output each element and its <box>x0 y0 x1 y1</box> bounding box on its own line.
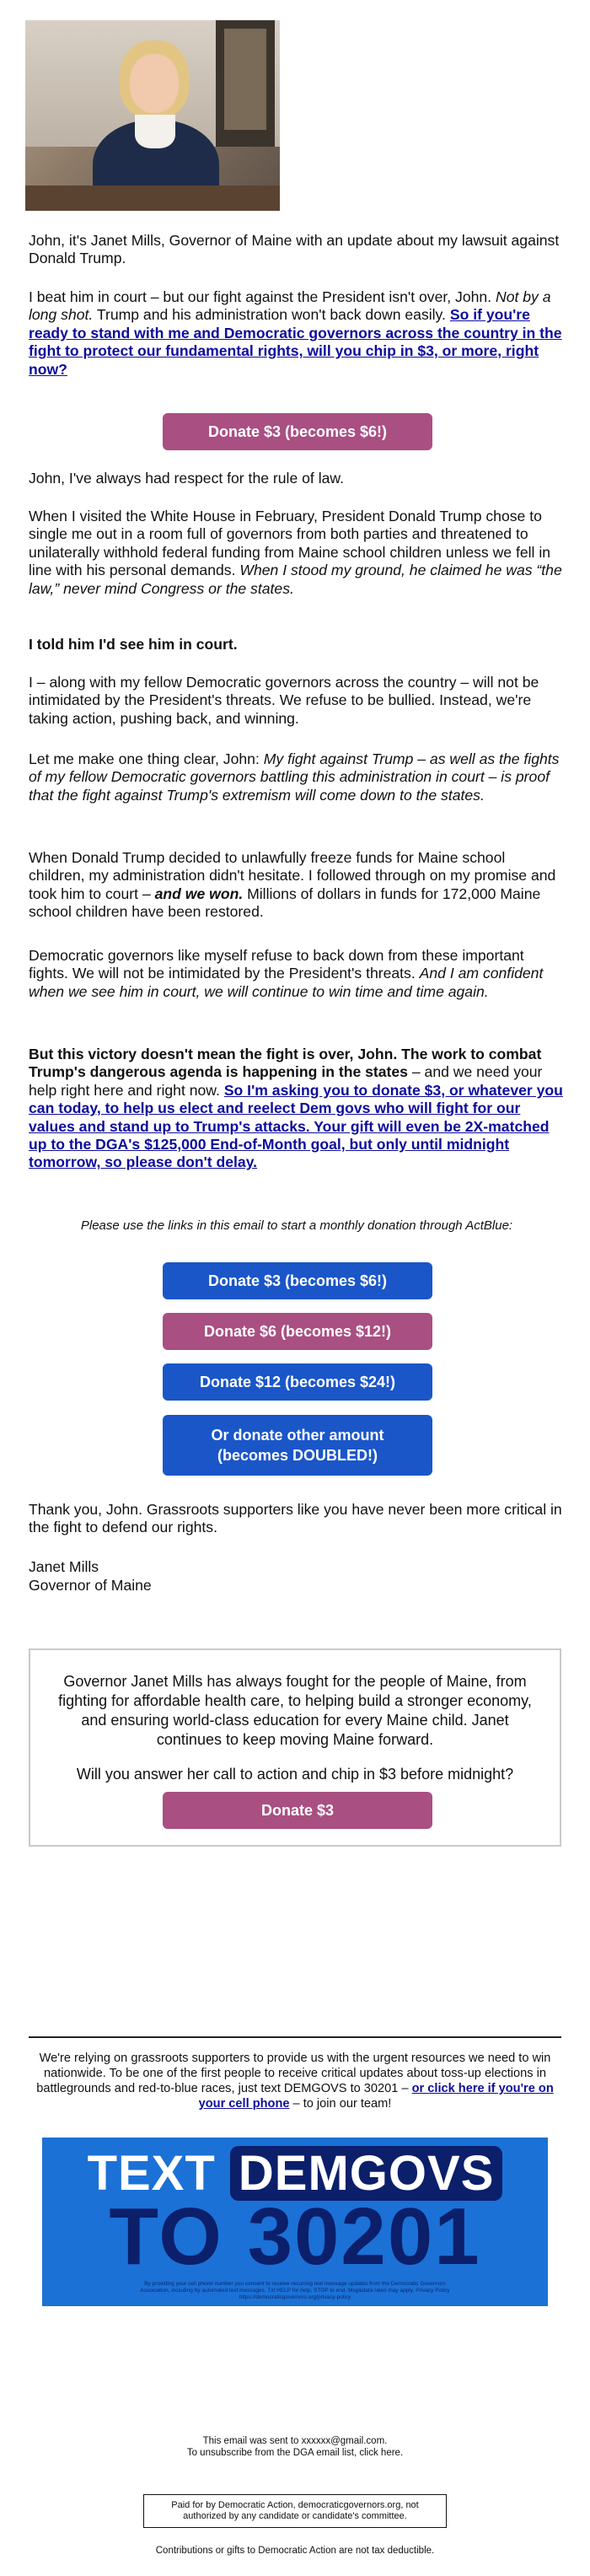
signature-name: Janet Mills <box>29 1558 99 1575</box>
governor-photo <box>25 20 280 211</box>
paragraph-victory: But this victory doesn't mean the fight is over, John. The work to combat Trump's dangerous agenda is happening in the states – and we need your help right here and right now. So I'm asking you to donate $3, or whatever you can today, to help us elect and reelect Dem govs who will fight for our values and stand up to Trump's attacks. Your gift will even be 2X-matched up to the DGA's $125,000 End-of-Month goal, but only until midnight tomorrow, so please don't delay. <box>29 1046 563 1171</box>
appeal-question: Will you answer her call to action and chip in $3 before midnight? <box>76 1766 514 1783</box>
thanks-paragraph: Thank you, John. Grassroots supporters like you have never been more critical in the fight to defend our rights. <box>29 1501 562 1536</box>
tax-deductible-note: Contributions or gifts to Democratic Action are not tax deductible. <box>155 2546 435 2556</box>
paragraph-one-thing-clear: Let me make one thing clear, John: My fight against Trump – as well as the fights of my fellow Democratic governors battling this administration in court – is proof that the fight against Trump's extremism will come down to the states. <box>29 750 560 804</box>
paragraph-rule-of-law: John, I've always had respect for the rule of law. <box>29 470 345 487</box>
sent-to-text: This email was sent to xxxxxx@gmail.com. <box>202 2436 388 2446</box>
paragraph-not-intimidated: I – along with my fellow Democratic governors across the country – will not be intimidated by the President's threats. We refuse to be bullied. Instead, we're taking action, pushing back, and winning. <box>29 674 539 727</box>
cell-phone-signup-link[interactable]: or click here if you're on your cell phone <box>198 2082 554 2111</box>
footer-text-optin: We're relying on grassroots supporters to provide us with the urgent resources we need to win nationwide. To be one of the first people to receive critical updates about toss-up elections in battlegrounds and red-to-blue races, just text DEMGOVS to 30201 – or click here if you're on your cell phone – to join our team! <box>36 2052 554 2111</box>
intro-paragraph: John, it's Janet Mills, Governor of Maine with an update about my lawsuit against Donald Trump. <box>29 232 560 267</box>
donate-3-box-button[interactable]: Donate $3 <box>163 1792 432 1829</box>
paragraph-refuse-to-back-down: Democratic governors like myself refuse to back down from these important fights. We will not be intimidated by the President's threats. And I am confident when we see him in court, we will continue to win time and time again. <box>29 947 544 1000</box>
appeal-box <box>29 1648 561 1847</box>
paragraph-white-house: When I visited the White House in February, President Donald Trump chose to single me out in a room full of governors from both parties and threatened to unilaterally withhold federal funding from Maine school children unless we fell in line with his personal demands. When I stood my ground, he claimed he was “the law,” never mind Congress or the states. <box>29 508 562 597</box>
banner-line-2: TO 30201 <box>109 2191 481 2282</box>
donate-6-button[interactable]: Donate $6 (becomes $12!) <box>163 1313 432 1350</box>
monthly-donation-note: Please use the links in this email to start a monthly donation through ActBlue: <box>80 1218 513 1233</box>
donate-other-amount-button[interactable]: Or donate other amount (becomes DOUBLED!) <box>163 1415 432 1476</box>
donate-3-button[interactable]: Donate $3 (becomes $6!) <box>163 1262 432 1299</box>
donate-12-button[interactable]: Donate $12 (becomes $24!) <box>163 1363 432 1401</box>
signature-title: Governor of Maine <box>29 1577 152 1594</box>
banner-line-1: TEXT DEMGOVS <box>42 2148 548 2200</box>
text-demgovs-banner[interactable] <box>42 2138 548 2306</box>
paragraph-see-him-in-court: I told him I'd see him in court. <box>29 636 238 653</box>
banner-fine-print: By providing your cell phone number you consent to receive recurring text message updates from the Democratic Governors Association, including by automated text messages. Txt HELP for help, STOP to end. Msg&data rates may apply. Privacy Policy https://democraticgovernors.org/privacy-policy <box>140 2281 450 2300</box>
donate-3-top-button[interactable]: Donate $3 (becomes $6!) <box>163 413 432 450</box>
paragraph-beat-him: I beat him in court – but our fight against the President isn't over, John. Not by a long shot. Trump and his administration won't back down easily. So if you're ready to stand with me and Democratic governors across the country in the fight to protect our fundamental rights, will you chip in $3, or more, right now? <box>29 288 562 378</box>
donate-3-link[interactable]: So I'm asking you to donate $3, or whatever you can today, to help us elect and reelect Dem govs who will fight for our values and stand up to Trump's attacks. Your gift will even be 2X-matched up to the DGA's $125,000 End-of-Month goal, but only until midnight tomorrow, so please don't delay. <box>29 1081 563 1171</box>
paid-for-disclaimer: Paid for by Democratic Action, democraticgovernors.org, not authorized by any candidate or candidate's committee. <box>143 2494 447 2528</box>
unsubscribe-link[interactable]: To unsubscribe from the DGA email list, click here. <box>186 2448 404 2458</box>
footer-divider <box>29 2036 561 2038</box>
paragraph-we-won: When Donald Trump decided to unlawfully freeze funds for Maine school children, my administration didn't hesitate. I followed through on my promise and took him to court – and we won. Millions of dollars in funds for 172,000 Maine school children have been restored. <box>29 849 556 921</box>
chip-in-link[interactable]: So if you're ready to stand with me and Democratic governors across the country in the fight to protect our fundamental rights, will you chip in $3, or more, right now? <box>29 306 562 378</box>
appeal-text: Governor Janet Mills has always fought for the people of Maine, from fighting for affordable health care, to helping build a stronger economy, and ensuring world-class education for every Maine child. Janet continues to keep moving Maine forward. <box>58 1673 532 1748</box>
